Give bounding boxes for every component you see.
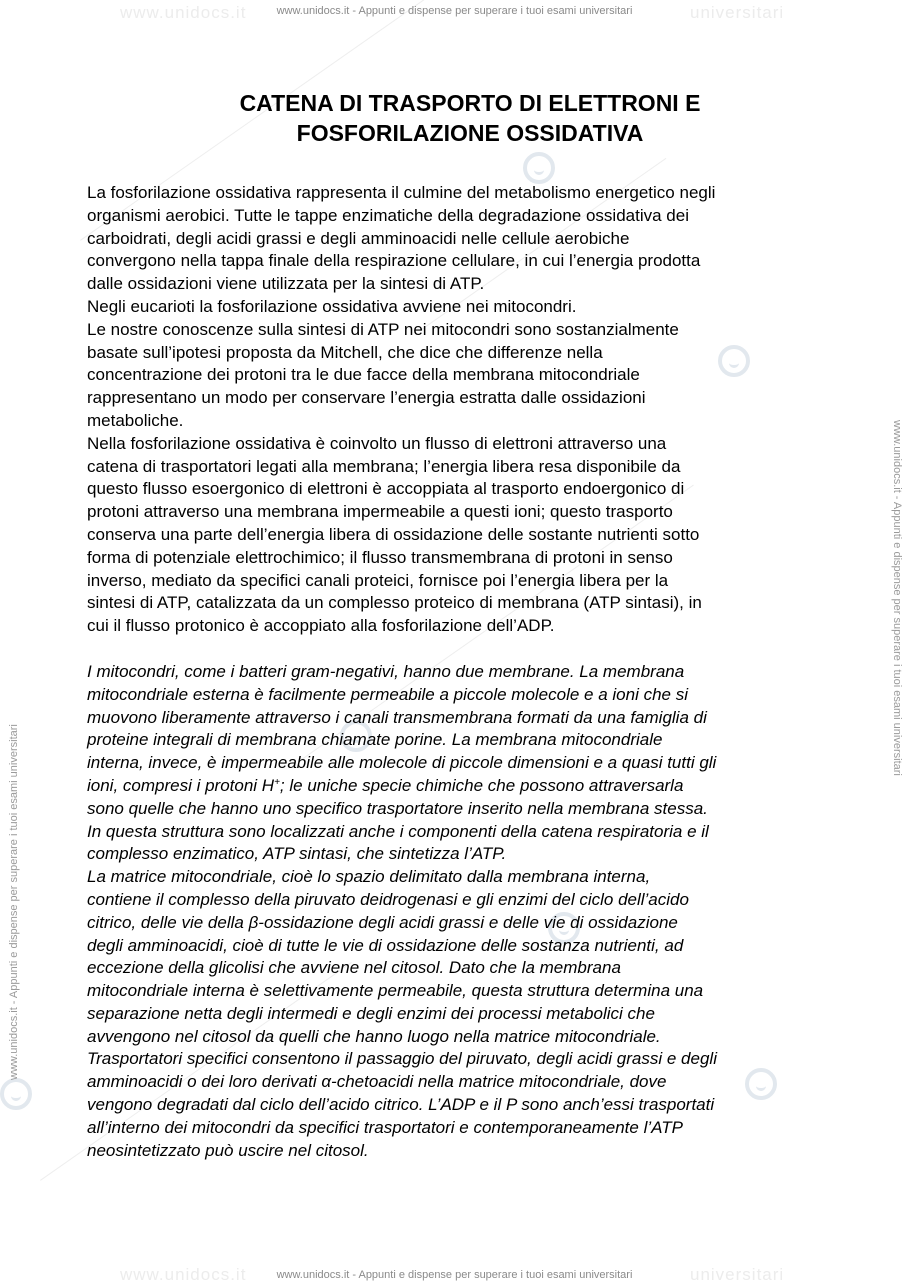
text-line: conserva una parte dell’energia libera di ossidazione delle sostante nutrienti sotto [87, 524, 700, 544]
text-run: ; le uniche specie chimiche che possono attraversarla [279, 775, 684, 795]
text-line: I mitocondri, come i batteri gram-negativi, hanno due membrane. La membrana [87, 661, 685, 681]
text-line: forma di potenziale elettrochimico; il flusso transmembrana di protoni in senso [87, 547, 673, 567]
text-line: convergono nella tappa finale della respirazione cellulare, in cui l’energia prodotta [87, 251, 701, 271]
text-line: Trasportatori specifici consentono il passaggio del piruvato, degli acidi grassi e degli [87, 1049, 717, 1069]
watermark-side-left: www.unidocs.it - Appunti e dispense per superare i tuoi esami universitari [8, 724, 20, 1080]
text-line: In questa struttura sono localizzati anche i componenti della catena respiratoria e il [87, 821, 709, 841]
text-line: proteine integrali di membrana chiamate porine. La membrana mitocondriale [87, 730, 663, 750]
text-line: vengono degradati dal ciclo dell’acido citrico. L’ADP e il P sono anch’essi trasportati [87, 1095, 715, 1115]
paragraph [87, 661, 847, 866]
text-line: Negli eucarioti la fosforilazione ossidativa avviene nei mitocondri. [87, 296, 577, 316]
watermark-ghost-right: universitari [690, 1265, 785, 1284]
text-line: carboidrati, degli acidi grassi e degli amminoacidi nelle cellule aerobiche [87, 228, 630, 248]
text-line: Nella fosforilazione ossidativa è coinvolto un flusso di elettroni attraverso una [87, 433, 667, 453]
text-line: amminoacidi o dei loro derivati α-chetoacidi nella matrice mitocondriale, dove [87, 1072, 667, 1092]
text-line: rappresentano un modo per conservare l’energia estratta dalle ossidazioni [87, 388, 646, 408]
text-line: basate sull’ipotesi proposta da Mitchell, che dice che differenze nella [87, 342, 603, 362]
watermark-bottom: www.unidocs.it - Appunti e dispense per superare i tuoi esami universitari [276, 1269, 633, 1281]
text-line: sono quelle che hanno uno specifico trasportatore inserito nella membrana stessa. [87, 798, 708, 818]
watermark-ghost-right: universitari [690, 3, 785, 22]
text-line: mitocondriale esterna è facilmente permeabile a piccole molecole e a ioni che si [87, 684, 688, 704]
text-line: catena di trasportatori legati alla membrana; l’energia libera resa disponibile da [87, 456, 681, 476]
text-line [87, 775, 847, 798]
text-line: degli amminoacidi, cioè di tutte le vie di ossidazione delle sostanza nutrienti, ad [87, 935, 684, 955]
paragraph [87, 433, 847, 638]
text-line: metaboliche. [87, 410, 184, 430]
unidocs-logo-icon [523, 152, 555, 184]
paragraph [87, 319, 847, 433]
text-line: questo flusso esoergonico di elettroni è accoppiata al trasporto endoergonico di [87, 479, 685, 499]
text-line: all’interno dei mitocondri da specifici trasportatori e contemporaneamente l’ATP [87, 1117, 683, 1137]
text-line: dalle ossidazioni viene utilizzata per la sintesi di ATP. [87, 274, 485, 294]
document-body [87, 182, 847, 1162]
text-line: mitocondriale interna è selettivamente permeabile, questa struttura determina una [87, 981, 704, 1001]
unidocs-logo-icon [0, 1078, 32, 1110]
text-line: eccezione della glicolisi che avviene nel citosol. Dato che la membrana [87, 958, 621, 978]
text-line: muovono liberamente attraverso i canali transmembrana formati da una famiglia di [87, 707, 707, 727]
text-line: interna, invece, è impermeabile alle molecole di piccole dimensioni e a quasi tutti gli [87, 753, 717, 773]
paragraph-gap [87, 638, 847, 661]
text-run: ioni, compresi i protoni H [87, 775, 275, 795]
paragraph [87, 866, 847, 1162]
text-line: avvengono nel citosol da quelli che hanno luogo nella matrice mitocondriale. [87, 1026, 661, 1046]
text-line: organismi aerobici. Tutte le tappe enzimatiche della degradazione ossidativa dei [87, 205, 689, 225]
text-line: contiene il complesso della piruvato deidrogenasi e gli enzimi del ciclo dell’acido [87, 889, 689, 909]
watermark-ghost-left: www.unidocs.it [120, 1265, 247, 1284]
paragraph [87, 182, 847, 296]
text-line: neosintetizzato può uscire nel citosol. [87, 1140, 369, 1160]
text-line: complesso enzimatico, ATP sintasi, che sintetizza l’ATP. [87, 844, 507, 864]
title-line: CATENA DI TRASPORTO DI ELETTRONI E [239, 90, 701, 116]
watermark-side-right: www.unidocs.it - Appunti e dispense per superare i tuoi esami universitari [891, 420, 903, 776]
watermark-top: www.unidocs.it - Appunti e dispense per superare i tuoi esami universitari [276, 5, 633, 17]
text-line: protoni attraverso una membrana impermeabile a questi ioni; questo trasporto [87, 502, 673, 522]
title-line: FOSFORILAZIONE OSSIDATIVA [296, 120, 644, 146]
text-line: sintesi di ATP, catalizzata da un complesso proteico di membrana (ATP sintasi), in [87, 593, 702, 613]
text-line: separazione netta degli intermedi e degli enzimi dei processi metabolici che [87, 1003, 655, 1023]
text-line: inverso, mediato da specifici canali proteici, fornisce poi l’energia libera per la [87, 570, 669, 590]
text-line: concentrazione dei protoni tra le due facce della membrana mitocondriale [87, 365, 640, 385]
text-line: La matrice mitocondriale, cioè lo spazio delimitato dalla membrana interna, [87, 867, 651, 887]
paragraph [87, 296, 847, 319]
watermark-ghost-left: www.unidocs.it [120, 3, 247, 22]
text-line: cui il flusso protonico è accoppiato alla fosforilazione dell’ADP. [87, 616, 555, 636]
page-title [90, 88, 850, 148]
text-line: La fosforilazione ossidativa rappresenta il culmine del metabolismo energetico negli [87, 183, 716, 202]
text-line: Le nostre conoscenze sulla sintesi di ATP nei mitocondri sono sostanzialmente [87, 319, 679, 339]
superscript-plus: + [274, 776, 280, 788]
text-line: citrico, delle vie della β-ossidazione degli acidi grassi e delle vie di ossidazione [87, 912, 678, 932]
